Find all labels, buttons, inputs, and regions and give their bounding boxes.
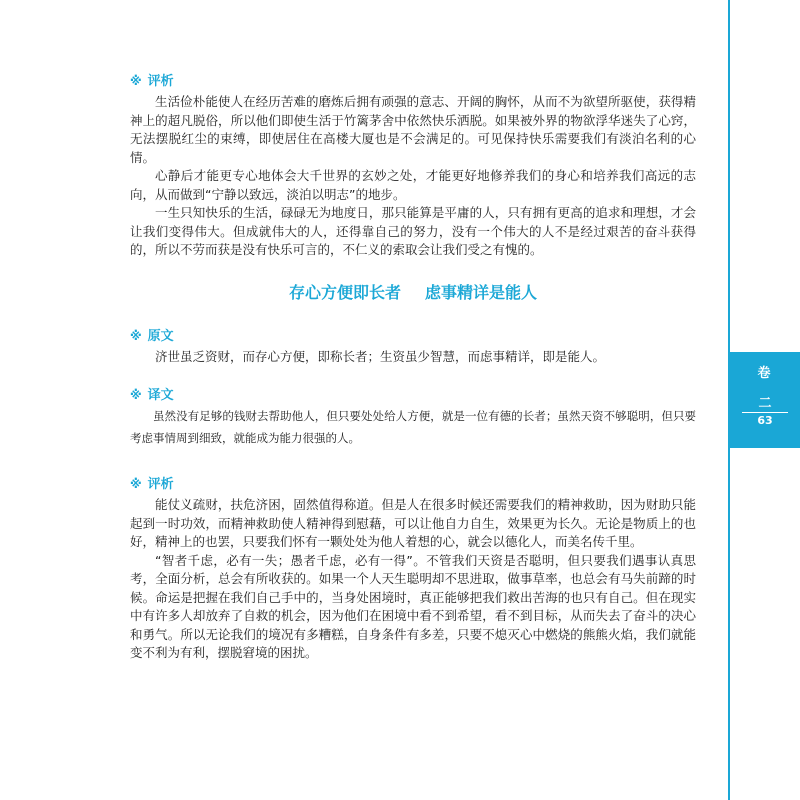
section-heading-original: [130, 325, 696, 344]
side-tab-divider: [742, 412, 788, 413]
analysis-paragraph: 生活俭朴能使人在经历苦难的磨炼后拥有顽强的意志、开阔的胸怀，从而不为欲望所驱使，获得精神上的超凡脱俗，所以他们即使生活于竹篱茅舍中依然快乐洒脱。如果被外界的物欲浮华迷失了心窍，无法摆脱红尘的束缚，即使居住在高楼大厦也是不会满足的。可见保持快乐需要我们有淡泊名利的心情。: [130, 94, 696, 165]
section-heading-analysis-1: [130, 70, 696, 89]
reference-mark-icon: ※: [130, 328, 142, 343]
page-number: 63: [757, 414, 773, 427]
section-heading-translation: [130, 384, 696, 403]
volume-label: 卷: [757, 366, 773, 381]
reference-mark-icon: ※: [130, 477, 142, 491]
analysis-paragraph: “智者千虑，必有一失；愚者千虑，必有一得”。不管我们天资是否聪明，但只要我们遇事认真思考，全面分析，总会有所收获的。如果一个人天生聪明却不思进取，做事草率，也总会有马失前蹄的时候。命运是把握在我们自己手中的，当身处困境时，真正能够把我们救出苦海的也只有自己。但在现实中有许多人却放弃了自救的机会，因为他们在困境中看不到希望，看不到目标，从而失去了奋斗的决心和勇气。所以无论我们的境况有多糟糕，自身条件有多差，只要不熄灭心中燃烧的熊熊火焰，我们就能变不利为有利，摆脱窘境的困扰。: [130, 552, 696, 660]
chapter-side-tab: [730, 352, 800, 448]
section-heading-label: 原文: [147, 328, 174, 344]
title-part-1: 存心方便即长者: [288, 282, 401, 302]
volume-number: 二: [758, 396, 772, 411]
page-content: [130, 70, 696, 663]
reference-mark-icon: ※: [130, 388, 142, 402]
analysis-paragraph: 能仗义疏财，扶危济困，固然值得称道。但是人在很多时候还需要我们的精神救助，因为财助只能起到一时功效，而精神救助使人精神得到慰藉，可以让他自力自生，效果更为长久。无论是物质上的也好，精神上的也罢，只要我们怀有一颗处处为他人着想的心，就会以德化人，而美名传千里。: [130, 497, 696, 549]
translation-text: 虽然没有足够的钱财去帮助他人，但只要处处给人方便，就是一位有德的长者；虽然天资不够聪明，但只要考虑事情周到细致，就能成为能力很强的人。: [130, 409, 696, 445]
analysis-paragraph: 一生只知快乐的生活，碌碌无为地度日，那只能算是平庸的人，只有拥有更高的追求和理想，才会让我们变得伟大。但成就伟大的人，还得靠自己的努力，没有一个伟大的人不是经过艰苦的奋斗获得的，所以不劳而获是没有快乐可言的，不仁义的索取会让我们受之有愧的。: [130, 205, 696, 257]
article-title: [130, 280, 696, 303]
analysis-paragraph: 心静后才能更专心地体会大千世界的玄妙之处，才能更好地修养我们的身心和培养我们高远的志向，从而做到“宁静以致远，淡泊以明志”的地步。: [130, 168, 696, 202]
section-heading-label: 评析: [147, 477, 174, 492]
reference-mark-icon: ※: [130, 74, 142, 88]
section-heading-label: 评析: [147, 74, 174, 89]
section-heading-label: 译文: [147, 388, 174, 403]
title-part-2: 虑事精详是能人: [425, 282, 538, 302]
section-heading-analysis-2: [130, 473, 696, 492]
original-text: 济世虽乏资财，而存心方便，即称长者；生资虽少智慧，而虑事精详，即是能人。: [155, 348, 606, 364]
